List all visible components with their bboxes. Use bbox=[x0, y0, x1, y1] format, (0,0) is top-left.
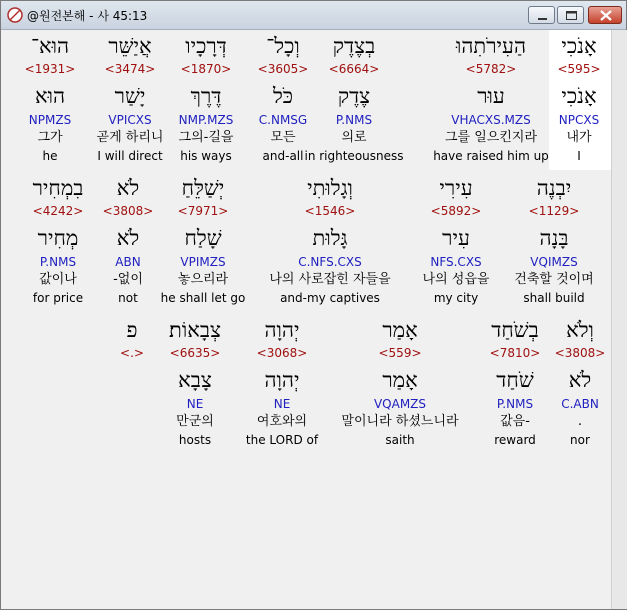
english-gloss: his ways bbox=[180, 149, 232, 163]
english-gloss: in righteousness bbox=[304, 149, 404, 163]
lemma-word: צָבָא bbox=[178, 368, 212, 392]
morphology-code: NPMZS bbox=[28, 113, 72, 127]
english-gloss: my city bbox=[433, 291, 479, 305]
korean-gloss: . bbox=[577, 414, 583, 429]
hebrew-word: אָמַר bbox=[382, 318, 418, 342]
korean-gloss: 말이니라 하셨느니라 bbox=[341, 414, 459, 429]
strong-number[interactable]: <3808> bbox=[102, 204, 154, 218]
lemma-word: גָּלוּת bbox=[312, 226, 348, 250]
morphology-code: P.NMS bbox=[496, 397, 534, 411]
korean-gloss: 값이나 bbox=[39, 272, 77, 287]
english-gloss: for price bbox=[32, 291, 84, 305]
korean-gloss: 그가 bbox=[37, 130, 63, 145]
lemma-word: כֹּל bbox=[272, 84, 294, 108]
english-gloss: I bbox=[577, 149, 581, 163]
hebrew-word: וְגָלוּתִי bbox=[307, 176, 353, 200]
morphology-code: P.NMS bbox=[39, 255, 77, 269]
lemma-word: מְחִיר bbox=[37, 226, 79, 250]
lemma-word: הוּא bbox=[34, 84, 66, 108]
lemma-word: דֶּרֶךְ bbox=[190, 84, 222, 108]
hebrew-word: בְצֶדֶק bbox=[332, 34, 376, 58]
hebrew-word: לֹא bbox=[116, 176, 140, 200]
morphology-code: VPIMZS bbox=[180, 255, 226, 269]
strong-number[interactable]: <595> bbox=[557, 62, 601, 76]
strong-number[interactable]: <5782> bbox=[465, 62, 517, 76]
title-bar[interactable] bbox=[1, 1, 626, 30]
english-gloss: I will direct bbox=[97, 149, 163, 163]
korean-gloss: 내가 bbox=[566, 130, 592, 145]
lemma-word: יָשַׁר bbox=[114, 84, 146, 108]
morphology-code: NPCXS bbox=[558, 113, 600, 127]
strong-number[interactable]: <6664> bbox=[328, 62, 380, 76]
window-title: @원전본해 - 사 45:13 bbox=[27, 9, 148, 23]
hebrew-word: אָנֹכִי bbox=[561, 34, 597, 58]
lemma-word: צֶדֶק bbox=[337, 84, 371, 108]
hebrew-word: פ bbox=[126, 318, 138, 342]
minimize-icon bbox=[529, 7, 556, 25]
close-icon bbox=[589, 7, 623, 25]
morphology-code: VHACXS.MZS bbox=[451, 113, 531, 127]
strong-number[interactable]: <1931> bbox=[24, 62, 76, 76]
english-gloss: he shall let go bbox=[160, 291, 246, 305]
korean-gloss: 모든 bbox=[270, 130, 296, 145]
strong-number[interactable]: <6635> bbox=[169, 346, 221, 360]
lemma-word: יְהוָה bbox=[264, 368, 300, 392]
strong-number[interactable]: <559> bbox=[378, 346, 422, 360]
morphology-code: P.NMS bbox=[335, 113, 373, 127]
lemma-word: שֹׁחַד bbox=[496, 368, 534, 392]
hebrew-word: יִבְנֶה bbox=[536, 176, 572, 200]
korean-gloss: 곧게 하리니 bbox=[96, 130, 164, 145]
english-gloss: shall build bbox=[523, 291, 585, 305]
lemma-word: אָמַר bbox=[382, 368, 418, 392]
hebrew-word: עִירִי bbox=[439, 176, 473, 200]
korean-gloss: 놓으리라 bbox=[177, 272, 229, 287]
hebrew-word: הוּא־ bbox=[30, 34, 70, 58]
korean-gloss: 의로 bbox=[341, 130, 367, 145]
lemma-word: לֹא bbox=[116, 226, 140, 250]
morphology-code: C.ABN bbox=[561, 397, 599, 411]
lemma-word: שָׁלַח bbox=[184, 226, 222, 250]
lemma-word: עוּר bbox=[477, 84, 505, 108]
strong-number[interactable]: <3068> bbox=[256, 346, 308, 360]
morphology-code: C.NMSG bbox=[258, 113, 308, 127]
english-gloss: saith bbox=[385, 433, 415, 447]
english-gloss: have raised him up bbox=[433, 149, 549, 163]
strong-number[interactable]: <.> bbox=[120, 346, 144, 360]
vertical-scrollbar[interactable] bbox=[611, 30, 627, 609]
korean-gloss: 여호와의 bbox=[256, 414, 308, 429]
english-gloss: not bbox=[118, 291, 138, 305]
close-button[interactable] bbox=[588, 6, 622, 24]
hebrew-word: אֲיַשֵּׁר bbox=[108, 34, 152, 58]
english-gloss: and-all bbox=[262, 149, 304, 163]
minimize-button[interactable] bbox=[528, 6, 555, 24]
hebrew-word: וְכָל־ bbox=[266, 34, 300, 58]
english-gloss: reward bbox=[494, 433, 536, 447]
english-gloss: and-my captives bbox=[280, 291, 380, 305]
lemma-word: אָנֹכִי bbox=[561, 84, 597, 108]
strong-number[interactable]: <1546> bbox=[304, 204, 356, 218]
app-icon bbox=[7, 7, 23, 23]
morphology-code: NMP.MZS bbox=[178, 113, 234, 127]
strong-number[interactable]: <5892> bbox=[430, 204, 482, 218]
hebrew-word: בִמְחִיר bbox=[32, 176, 84, 200]
korean-gloss: 건축할 것이며 bbox=[514, 272, 594, 287]
strong-number[interactable]: <3808> bbox=[554, 346, 606, 360]
hebrew-word: בְשֹׁחַד bbox=[491, 318, 539, 342]
korean-gloss: 그의-길을 bbox=[178, 130, 234, 145]
hebrew-word: צְבָאוֹת׃ bbox=[169, 318, 221, 342]
korean-gloss: -없이 bbox=[113, 272, 143, 287]
hebrew-word: דְּרָכָיו bbox=[185, 34, 227, 58]
morphology-code: NFS.CXS bbox=[430, 255, 482, 269]
hebrew-word: יְשַׁלֵּחַ bbox=[181, 176, 225, 200]
strong-number[interactable]: <4242> bbox=[32, 204, 84, 218]
morphology-code: VQAMZS bbox=[373, 397, 427, 411]
korean-gloss: 값음- bbox=[500, 414, 530, 429]
morphology-code: VPICXS bbox=[108, 113, 152, 127]
lemma-word: עִיר bbox=[442, 226, 470, 250]
korean-gloss: 나의 사로잡힌 자들을 bbox=[269, 272, 391, 287]
maximize-button[interactable] bbox=[557, 6, 584, 24]
strong-number[interactable]: <1870> bbox=[180, 62, 232, 76]
morphology-code: C.NFS.CXS bbox=[298, 255, 362, 269]
hebrew-word: וְלֹא bbox=[566, 318, 594, 342]
strong-number[interactable]: <3605> bbox=[257, 62, 309, 76]
english-gloss: nor bbox=[570, 433, 590, 447]
lemma-word: בָּנָה bbox=[539, 226, 569, 250]
strong-number[interactable]: <1129> bbox=[528, 204, 580, 218]
korean-gloss: 나의 성읍을 bbox=[422, 272, 490, 287]
morphology-code: VQIMZS bbox=[530, 255, 578, 269]
strong-number[interactable]: <7971> bbox=[177, 204, 229, 218]
korean-gloss: 만군의 bbox=[176, 414, 214, 429]
strong-number[interactable]: <7810> bbox=[489, 346, 541, 360]
morphology-code: ABN bbox=[115, 255, 141, 269]
morphology-code: NE bbox=[186, 397, 204, 411]
english-gloss: he bbox=[42, 149, 58, 163]
interlinear-panel bbox=[2, 30, 611, 609]
hebrew-word: הַעִירֹתִהוּ bbox=[455, 34, 527, 58]
morphology-code: NE bbox=[273, 397, 291, 411]
maximize-icon bbox=[558, 7, 585, 25]
korean-gloss: 그를 일으킨지라 bbox=[444, 130, 538, 145]
english-gloss: the LORD of bbox=[245, 433, 319, 447]
strong-number[interactable]: <3474> bbox=[104, 62, 156, 76]
hebrew-word: יְהוָה bbox=[264, 318, 300, 342]
english-gloss: hosts bbox=[178, 433, 212, 447]
lemma-word: לֹא bbox=[568, 368, 592, 392]
